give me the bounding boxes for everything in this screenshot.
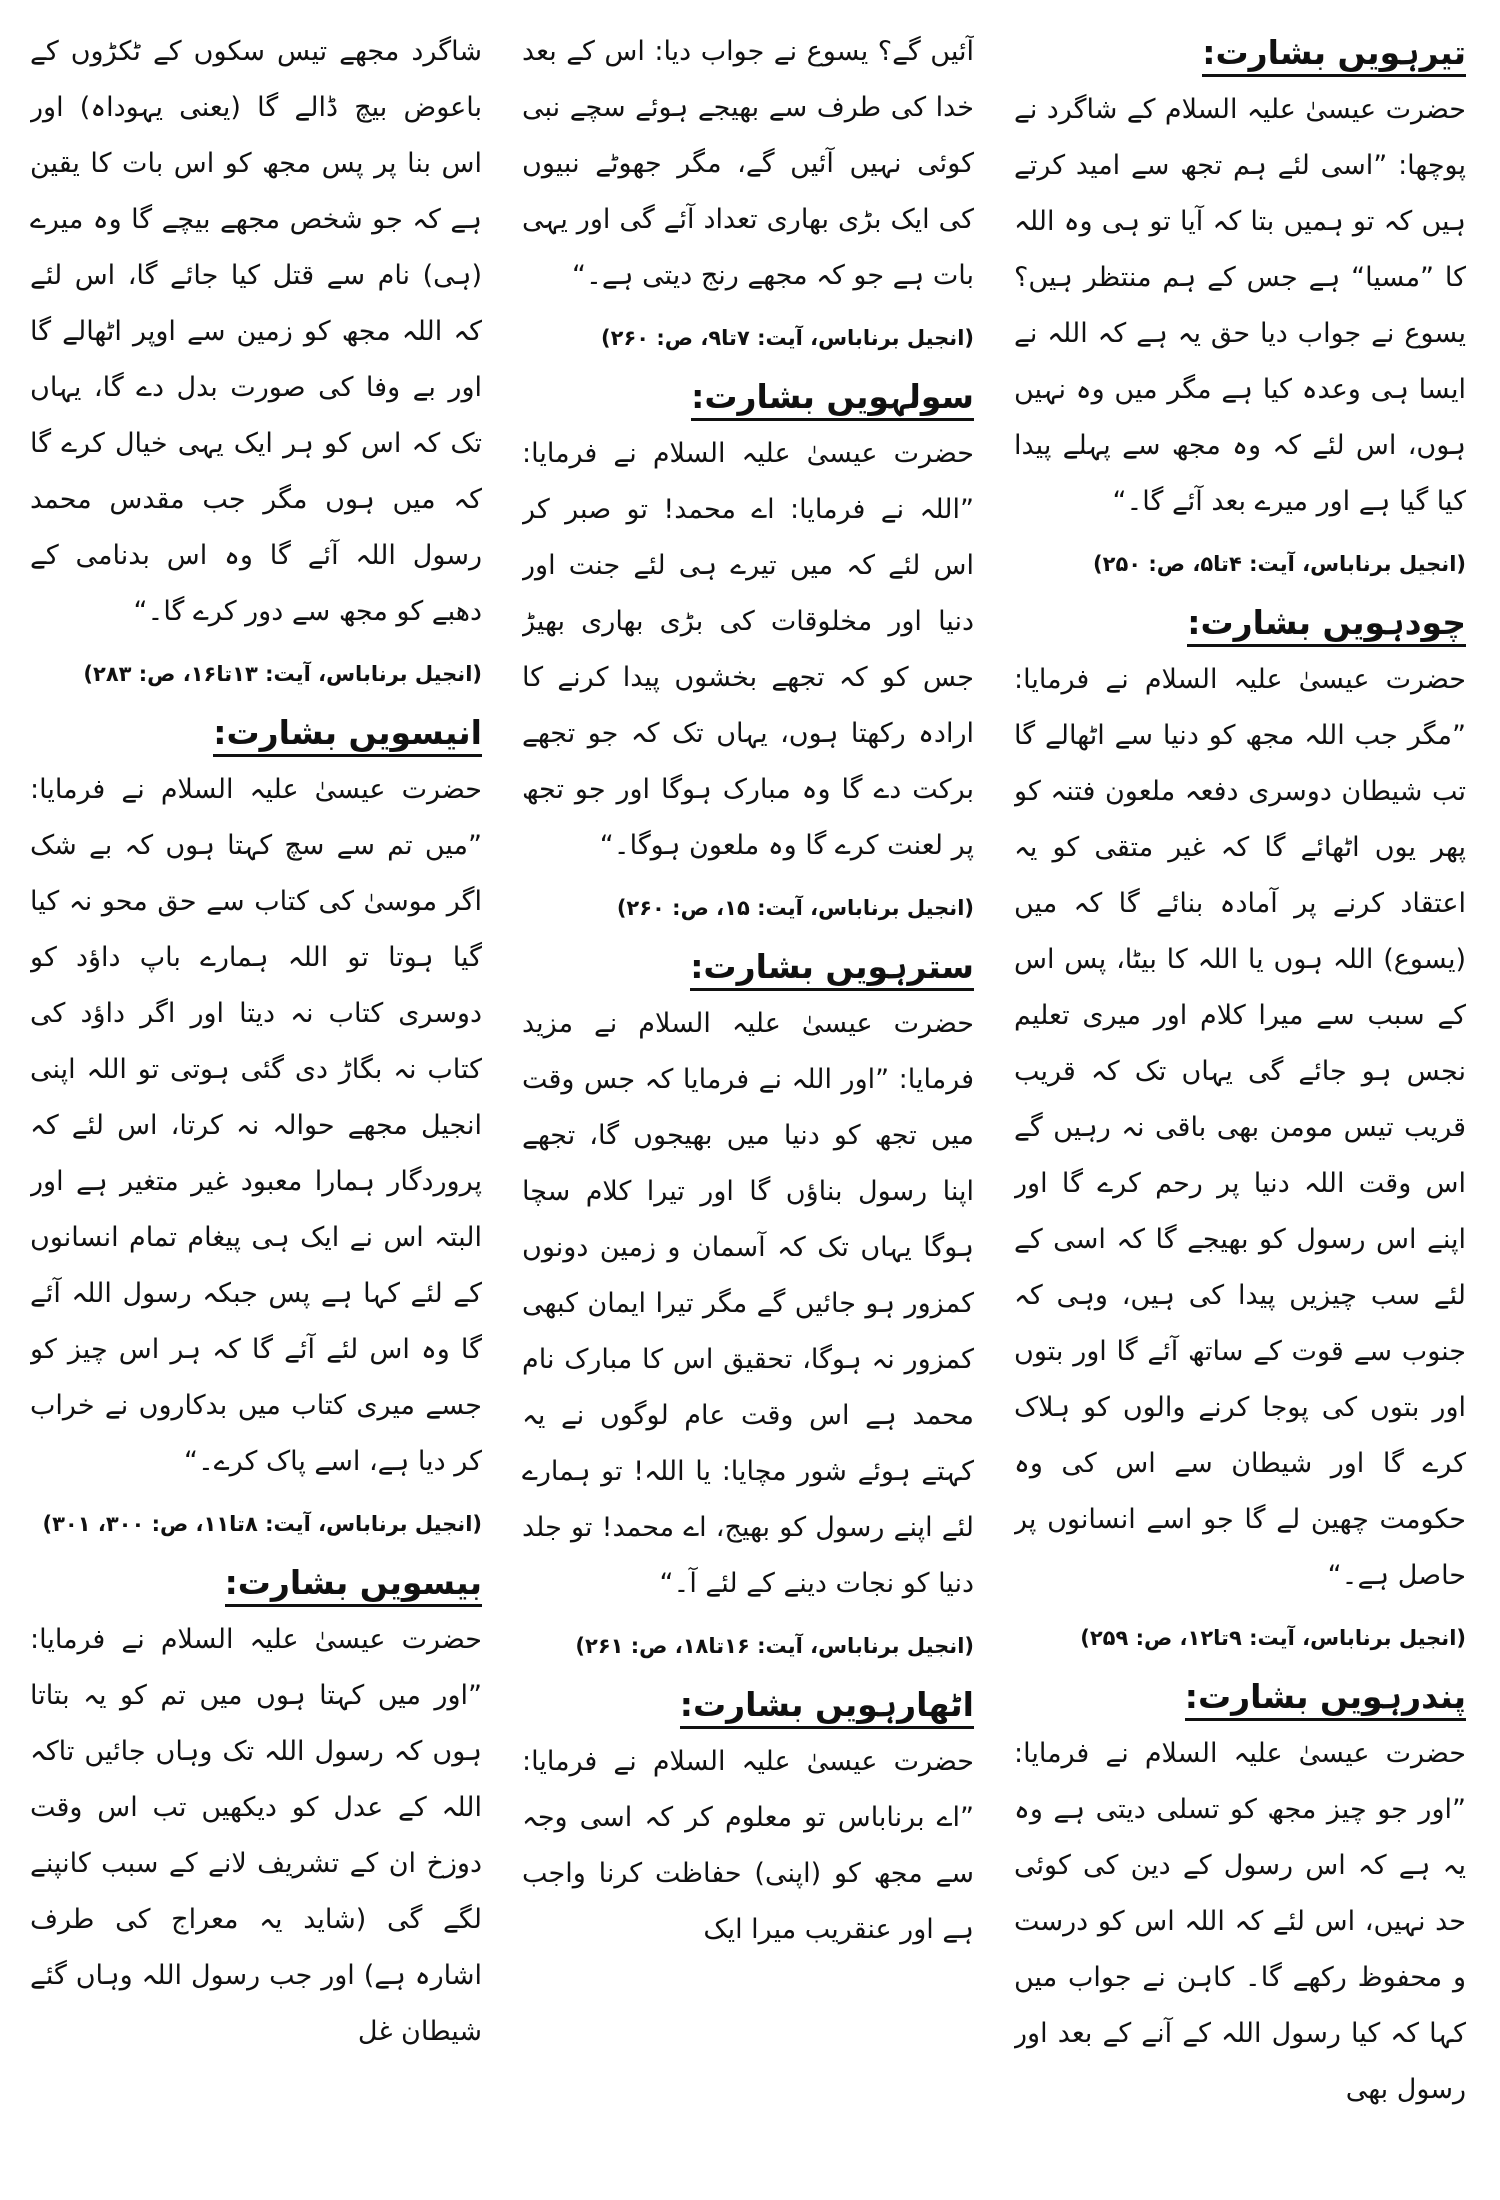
column-middle [522, 24, 974, 2180]
body-paragraph: حضرت عیسیٰ علیہ السلام نے فرمایا: ”اللہ نے فرمایا: اے محمد! تو صبر کر اس لئے کہ میں تیرے ہی لئے جنت اور دنیا اور مخلوقات کی بڑی بھاری بھیڑ جس کو کہ تجھے بخشوں پیدا کرنے کا ارادہ رکھتا ہوں، یہاں تک کہ جو تجھے برکت دے گا وہ مبارک ہوگا اور جو تجھ پر لعنت کرے گا وہ ملعون ہوگا۔“ [522, 438, 974, 861]
section-heading-text: سترہویں بشارت: [690, 947, 974, 991]
column-left [30, 24, 482, 2180]
body-paragraph: آئیں گے؟ یسوع نے جواب دیا: اس کے بعد خدا کی طرف سے بھیجے ہوئے سچے نبی کوئی نہیں آئیں گے، مگر جھوٹے نبیوں کی ایک بڑی بھاری تعداد آئے گی اور یہی بات ہے جو کہ مجھے رنج دیتی ہے۔“ [522, 36, 974, 291]
column-right [1014, 24, 1466, 2180]
section-heading-text: تیرہویں بشارت: [1202, 33, 1466, 77]
citation-reference: (انجیل برناباس، آیت: ۱۶تا۱۸، ص: ۲۶۱) [575, 1634, 974, 1658]
citation-reference: (انجیل برناباس، آیت: ۴تا۵، ص: ۲۵۰) [1093, 552, 1466, 576]
section-heading [1014, 598, 1466, 648]
citation-reference: (انجیل برناباس، آیت: ۹تا۱۲، ص: ۲۵۹) [1080, 1626, 1466, 1650]
section-heading [1014, 1672, 1466, 1722]
section-heading [30, 1558, 482, 1608]
section-heading [522, 1680, 974, 1730]
body-paragraph: شاگرد مجھے تیس سکوں کے ٹکڑوں کے باعوض بیچ ڈالے گا (یعنی یہوداہ) اور اس بنا پر پس مجھ کو اس بات کا یقین ہے کہ جو شخص مجھے بیچے گا وہ میرے (ہی) نام سے قتل کیا جائے گا، اس لئے کہ اللہ مجھ کو زمین سے اوپر اٹھالے گا اور بے وفا کی صورت بدل دے گا، یہاں تک کہ اس کو ہر ایک یہی خیال کرے گا کہ میں ہوں مگر جب مقدس محمد رسول اللہ آئے گا وہ اس بدنامی کے دھبے کو مجھ سے دور کرے گا۔“ [30, 36, 482, 627]
body-paragraph: حضرت عیسیٰ علیہ السلام نے فرمایا: ”اور جو چیز مجھ کو تسلی دیتی ہے وہ یہ ہے کہ اس رسول کے دین کی کوئی حد نہیں، اس لئے کہ اللہ اس کو درست و محفوظ رکھے گا۔ کاہن نے جواب میں کہا کہ کیا رسول اللہ کے آنے کے بعد اور رسول بھی [1014, 1738, 1466, 2105]
section-heading-text: سولہویں بشارت: [691, 377, 974, 421]
citation-reference: (انجیل برناباس، آیت: ۱۵، ص: ۲۶۰) [616, 896, 974, 920]
citation-reference: (انجیل برناباس، آیت: ۸تا۱۱، ص: ۳۰۰، ۳۰۱) [42, 1512, 482, 1536]
section-heading-text: چودہویں بشارت: [1187, 603, 1466, 647]
body-paragraph: حضرت عیسیٰ علیہ السلام نے مزید فرمایا: ”اور اللہ نے فرمایا کہ جس وقت میں تجھ کو دنیا میں بھیجوں گا، تجھے اپنا رسول بناؤں گا اور تیرا کلام سچا ہوگا یہاں تک کہ آسمان و زمین دونوں کمزور ہو جائیں گے مگر تیرا ایمان کبھی کمزور نہ ہوگا، تحقیق اس کا مبارک نام محمد ہے اس وقت عام لوگوں نے یہ کہتے ہوئے شور مچایا: یا اللہ! تو ہمارے لئے اپنے رسول کو بھیج، اے محمد! تو جلد دنیا کو نجات دینے کے لئے آ۔“ [522, 1008, 974, 1599]
section-heading [1014, 28, 1466, 78]
section-heading-text: بیسویں بشارت: [225, 1563, 482, 1607]
section-heading-text: اٹھارہویں بشارت: [680, 1685, 974, 1729]
section-heading-text: انیسویں بشارت: [213, 713, 482, 757]
body-paragraph: حضرت عیسیٰ علیہ السلام نے فرمایا: ”اے برناباس تو معلوم کر کہ اسی وجہ سے مجھ کو (اپنی) حفاظت کرنا واجب ہے اور عنقریب میرا ایک [522, 1746, 974, 1945]
section-heading [522, 372, 974, 422]
section-heading [522, 942, 974, 992]
body-paragraph: حضرت عیسیٰ علیہ السلام نے فرمایا: ”میں تم سے سچ کہتا ہوں کہ بے شک اگر موسیٰ کی کتاب سے حق محو نہ کیا گیا ہوتا تو اللہ ہمارے باپ داؤد کو دوسری کتاب نہ دیتا اور اگر داؤد کی کتاب نہ بگاڑ دی گئی ہوتی تو اللہ اپنی انجیل مجھے حوالہ نہ کرتا، اس لئے کہ پروردگار ہمارا معبود غیر متغیر ہے اور البتہ اس نے ایک ہی پیغام تمام انسانوں کے لئے کہا ہے پس جبکہ رسول اللہ آئے گا وہ اس لئے آئے گا کہ ہر اس چیز کو جسے میری کتاب میں بدکاروں نے خراب کر دیا ہے، اسے پاک کرے۔“ [30, 774, 482, 1477]
citation-reference: (انجیل برناباس، آیت: ۷تا۹، ص: ۲۶۰) [601, 326, 974, 350]
section-heading-text: پندرہویں بشارت: [1185, 1677, 1466, 1721]
citation-reference: (انجیل برناباس، آیت: ۱۳تا۱۶، ص: ۲۸۳) [83, 662, 482, 686]
body-paragraph: حضرت عیسیٰ علیہ السلام نے فرمایا: ”اور میں کہتا ہوں میں تم کو یہ بتاتا ہوں کہ رسول اللہ تک وہاں جائیں تاکہ اللہ کے عدل کو دیکھیں تب اس وقت دوزخ ان کے تشریف لانے کے سبب کانپنے لگے گی (شاید یہ معراج کی طرف اشارہ ہے) اور جب رسول اللہ وہاں گئے شیطان غل [30, 1624, 482, 2047]
body-paragraph: حضرت عیسیٰ علیہ السلام نے فرمایا: ”مگر جب اللہ مجھ کو دنیا سے اٹھالے گا تب شیطان دوسری دفعہ ملعون فتنہ کو پھر یوں اٹھائے گا کہ غیر متقی کو یہ اعتقاد کرنے پر آمادہ بنائے گا کہ میں (یسوع) اللہ ہوں یا اللہ کا بیٹا، پس اس کے سبب سے میرا کلام اور میری تعلیم نجس ہو جائے گی یہاں تک کہ قریب قریب تیس مومن بھی باقی نہ رہیں گے اس وقت اللہ دنیا پر رحم کرے گا اور اپنے اس رسول کو بھیجے گا کہ اسی کے لئے سب چیزیں پیدا کی ہیں، وہی کہ جنوب سے قوت کے ساتھ آئے گا اور بتوں اور بتوں کی پوجا کرنے والوں کو ہلاک کرے گا اور شیطان سے اس کی وہ حکومت چھین لے گا جو اسے انسانوں پر حاصل ہے۔“ [1014, 664, 1466, 1591]
section-heading [30, 708, 482, 758]
body-paragraph: حضرت عیسیٰ علیہ السلام کے شاگرد نے پوچھا: ”اسی لئے ہم تجھ سے امید کرتے ہیں کہ تو ہمیں بتا کہ آیا تو ہی وہ اللہ کا ”مسیا“ ہے جس کے ہم منتظر ہیں؟ یسوع نے جواب دیا حق یہ ہے کہ اللہ نے ایسا ہی وعدہ کیا ہے مگر میں وہ نہیں ہوں، اس لئے کہ وہ مجھ سے پہلے پیدا کیا گیا ہے اور میرے بعد آئے گا۔“ [1014, 94, 1466, 517]
